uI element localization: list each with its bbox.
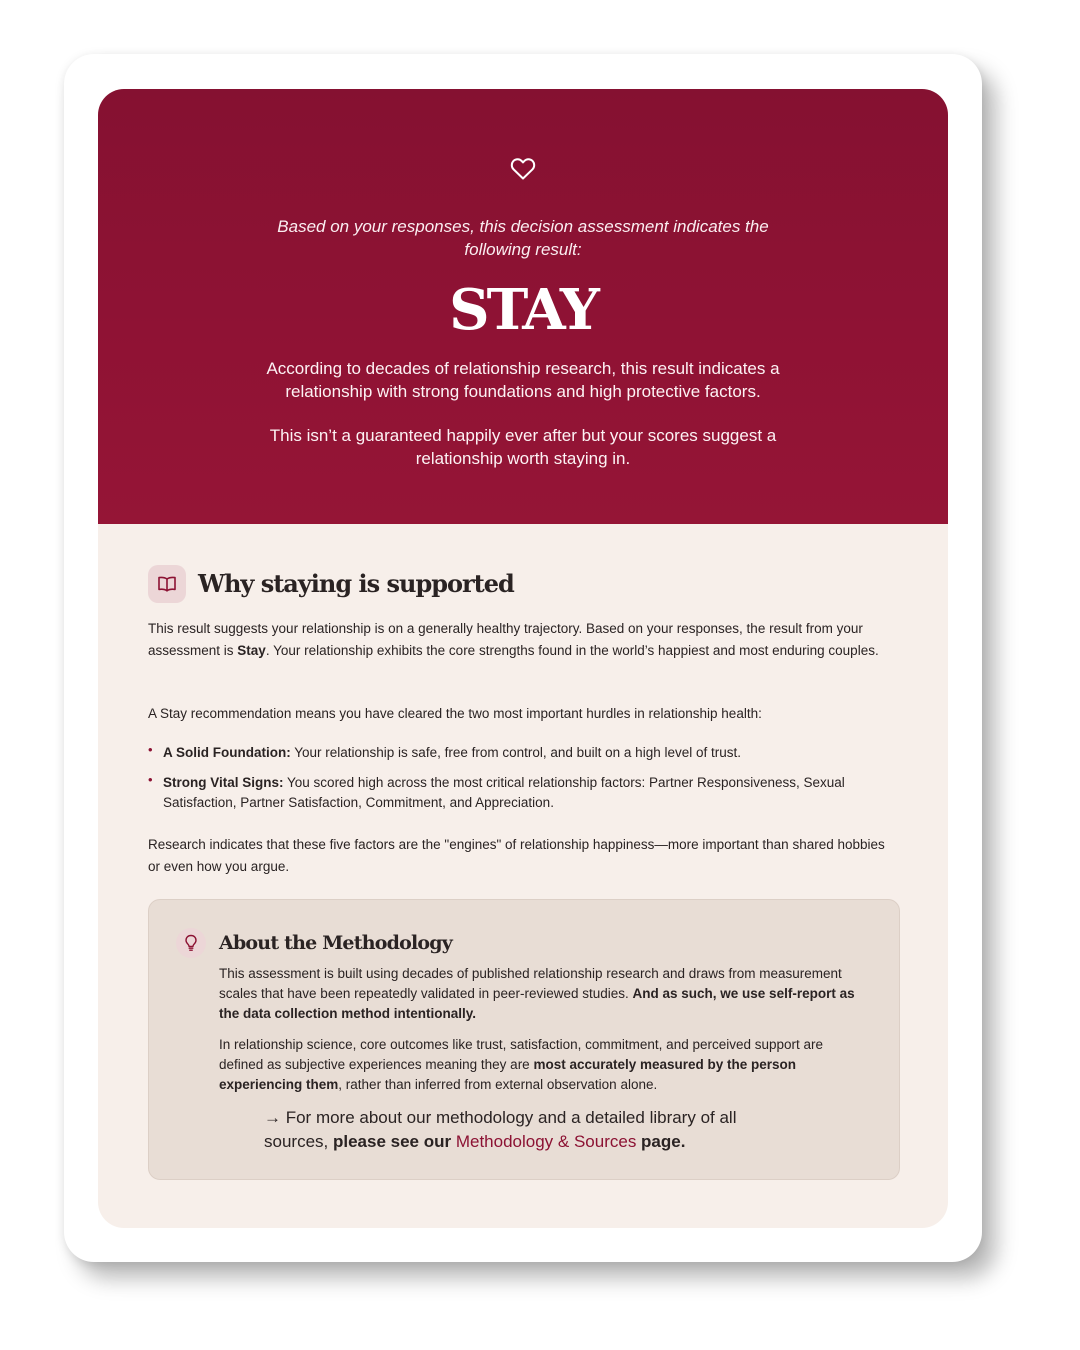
lightbulb-icon [176, 928, 206, 958]
hurdles-list [148, 743, 900, 823]
heart-icon [510, 157, 536, 181]
result-card [98, 89, 948, 1228]
why-paragraph-text: . Your relationship exhibits the core strengths found in the world’s happiest and most enduring couples. [265, 642, 879, 658]
methodology-title: About the Methodology [219, 932, 452, 954]
methodology-text: In relationship science, core outcomes like trust, satisfaction, commitment, and perceived support are defined as subjective experiences meaning they are [219, 1037, 824, 1072]
bullet-dot: • [148, 742, 153, 757]
methodology-text: This assessment is built using decades of published relationship research and draws from measurement scales that have been repeatedly validated in peer-reviewed studies. [219, 966, 842, 1001]
list-item-text: Your relationship is safe, free from control, and built on a high level of trust. [290, 745, 741, 760]
bullet-dot: • [148, 772, 153, 787]
methodology-link-line [264, 1106, 784, 1154]
list-item-label: A Solid Foundation: [163, 745, 291, 760]
methodology-paragraph [219, 1035, 869, 1095]
result-verdict: STAY [449, 277, 597, 343]
methodology-callout [148, 899, 900, 1180]
methodology-emphasis: And as such, we use self-report as the data collection method intentionally. [219, 986, 855, 1021]
why-paragraph-text: This result suggests your relationship is on a generally healthy trajectory. Based on your responses, the result from your assessment is [148, 621, 863, 658]
result-caveat: This isn’t a guaranteed happily ever after but your scores suggest a relationship worth staying in. [269, 426, 777, 468]
result-hero [98, 89, 948, 524]
methodology-paragraph [219, 964, 869, 1024]
result-summary: According to decades of relationship research, this result indicates a relationship with strong foundations and high protective factors. [266, 359, 780, 401]
link-lead: please see our [332, 1132, 456, 1151]
link-prefix: → For more about our methodology and a detailed library of all sources, [264, 1108, 737, 1151]
research-paragraph: Research indicates that these five factors are the "engines" of relationship happiness—more important than shared hobbies or even how you argue. [148, 837, 885, 874]
list-item [148, 773, 900, 813]
methodology-text: , rather than inferred from external observation alone. [338, 1077, 658, 1092]
book-open-icon [148, 565, 186, 603]
list-item [148, 743, 900, 763]
link-tail: page. [636, 1132, 686, 1151]
hurdles-intro: A Stay recommendation means you have cleared the two most important hurdles in relationship health: [148, 706, 762, 721]
methodology-emphasis: most accurately measured by the person experiencing them [219, 1057, 797, 1092]
methodology-sources-link[interactable]: Methodology & Sources [455, 1132, 637, 1151]
list-item-text: You scored high across the most critical relationship factors: Partner Responsiveness, Sexual Satisfaction, Partner Satisfaction, Commitment, and Appreciation. [163, 775, 845, 810]
section-title: Why staying is supported [198, 569, 514, 598]
list-item-label: Strong Vital Signs: [163, 775, 284, 790]
why-paragraph [148, 618, 900, 661]
result-emphasis: Stay [237, 642, 266, 658]
result-intro: Based on your responses, this decision assessment indicates the following result: [277, 217, 769, 259]
link-sentence [333, 1132, 685, 1151]
